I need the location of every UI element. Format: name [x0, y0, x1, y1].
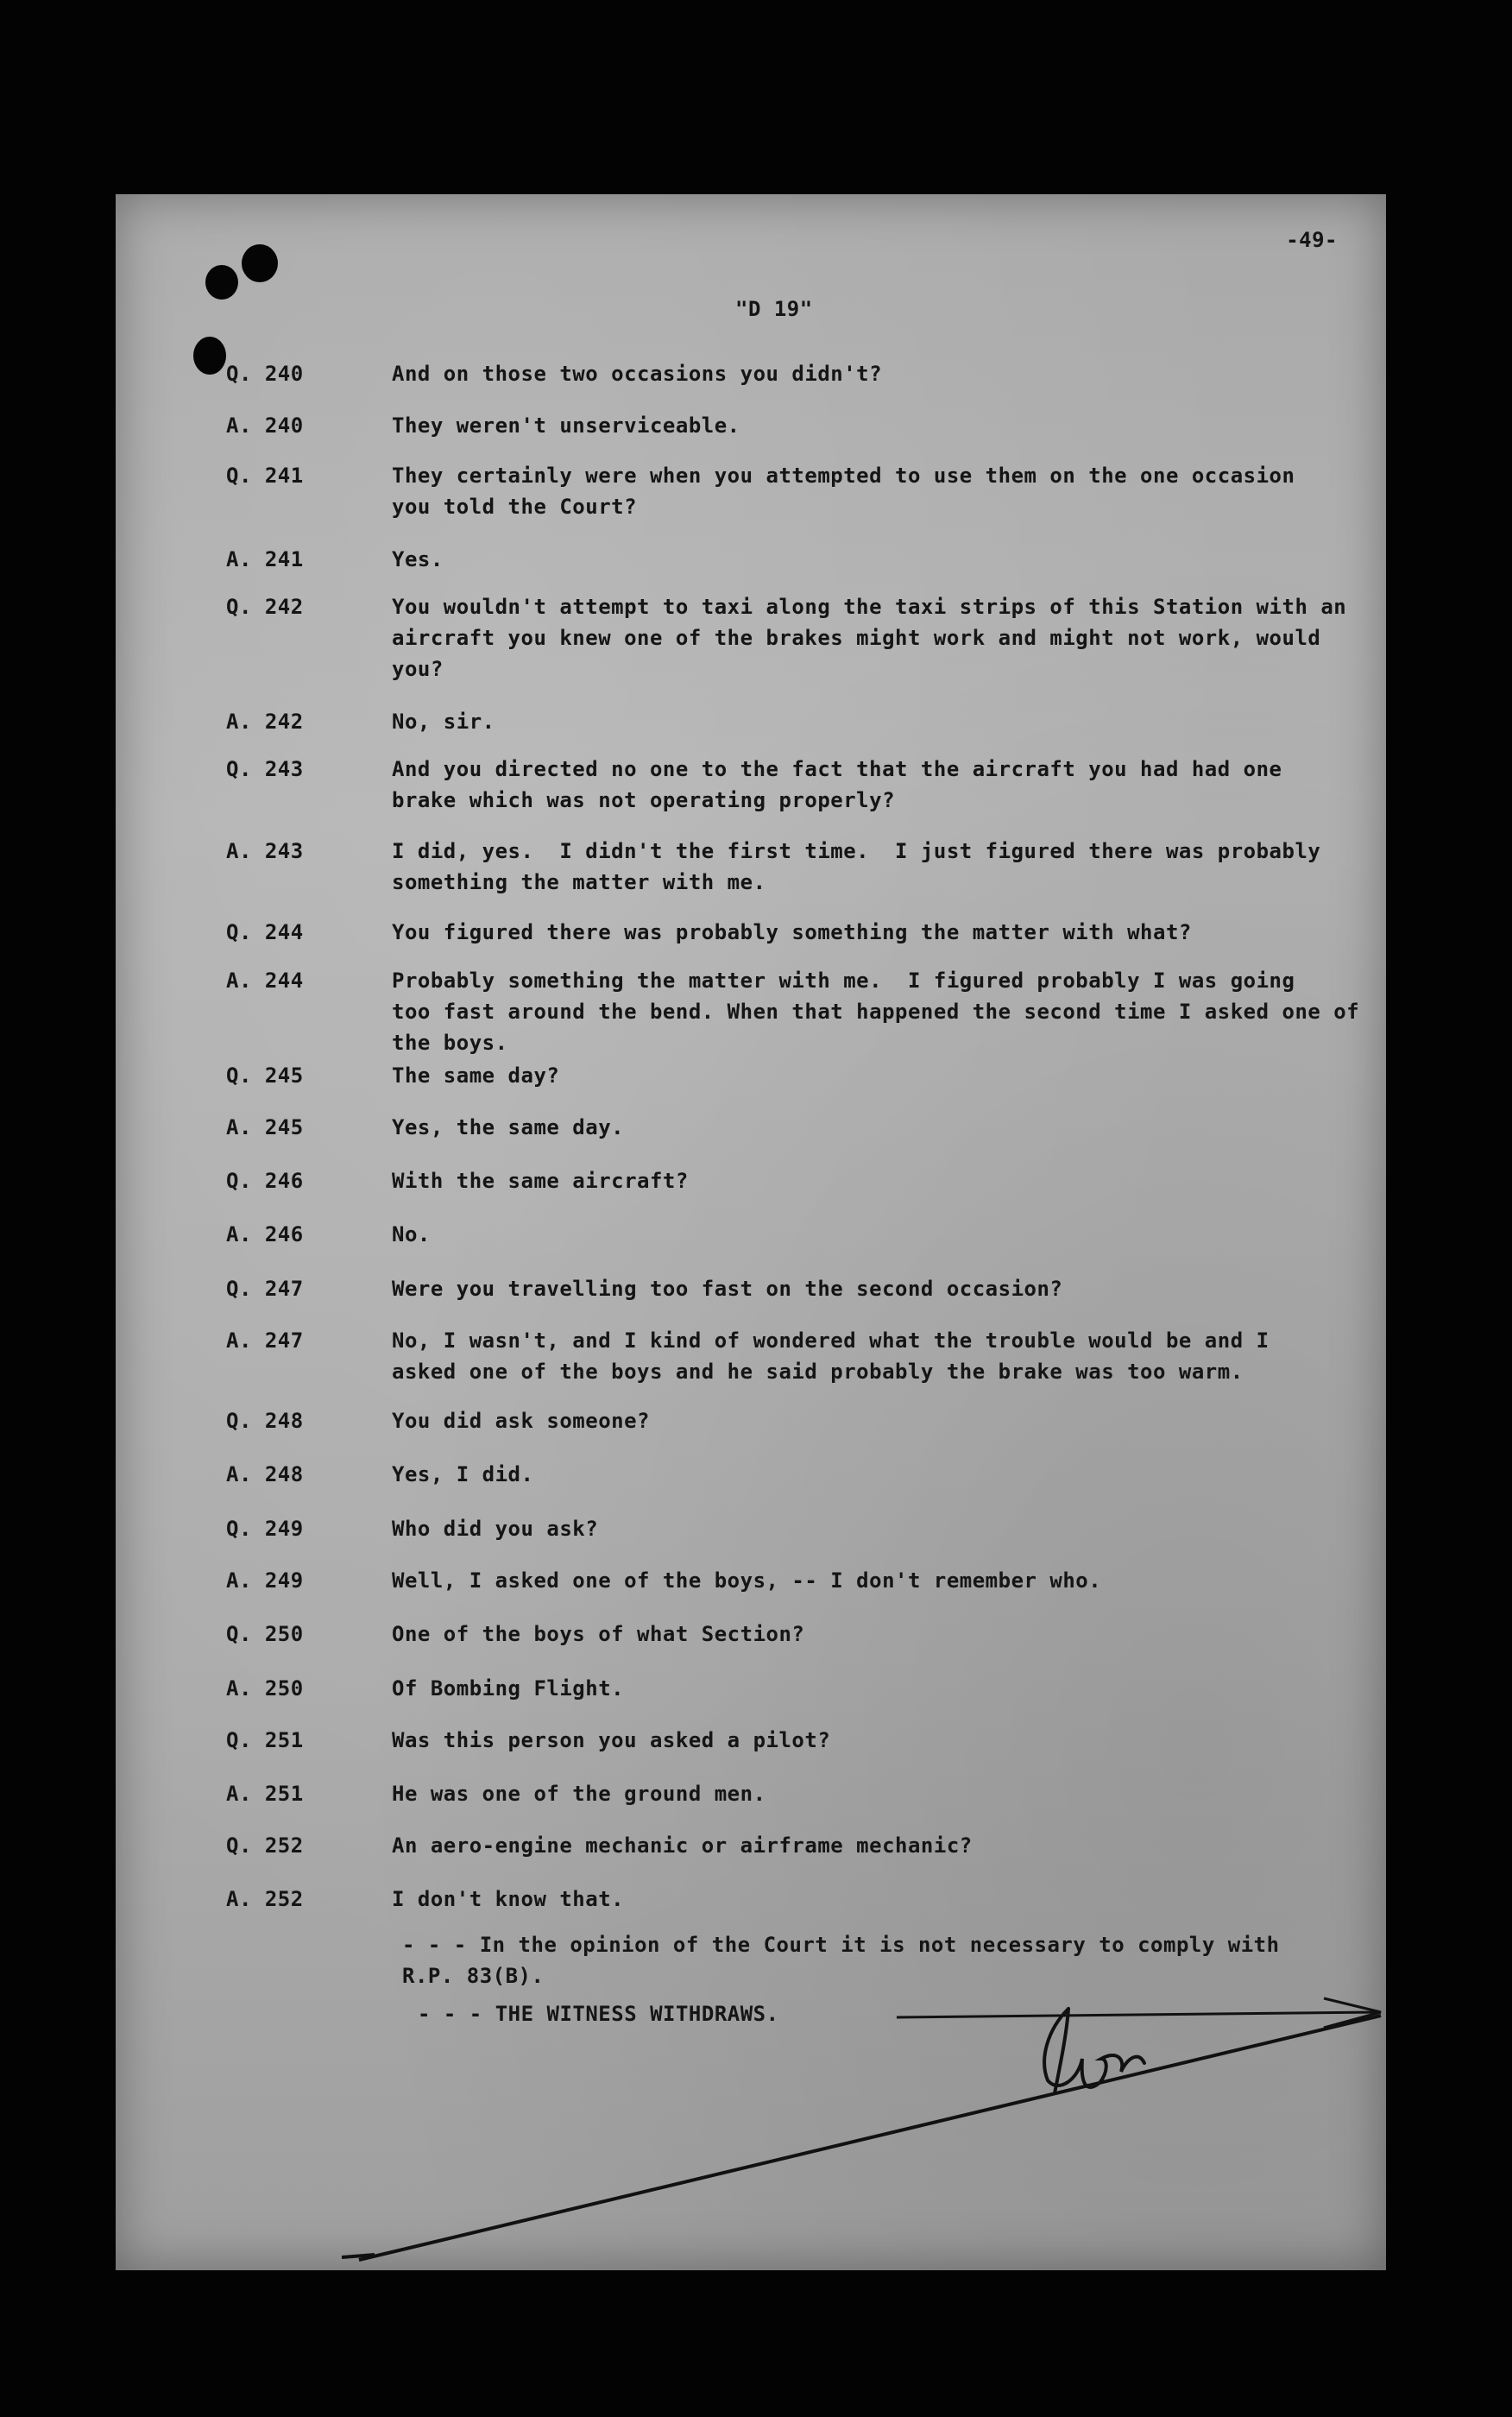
entry-number: Q. 241 — [226, 464, 304, 488]
entry-text: They certainly were when you attempted to use them on the one occasion you told the Court? — [392, 464, 1295, 519]
entry-number: Q. 249 — [226, 1517, 304, 1541]
entry-text: I did, yes. I didn't the first time. I just figured there was probably something the matter with me. — [392, 839, 1321, 894]
entry-number: Q. 242 — [226, 595, 304, 619]
entry-number: Q. 246 — [226, 1169, 304, 1193]
entry-text: You did ask someone? — [392, 1409, 650, 1433]
entry-number: Q. 252 — [226, 1833, 304, 1858]
entry-text: He was one of the ground men. — [392, 1782, 766, 1806]
entry-text: You figured there was probably something the matter with what? — [392, 920, 1192, 944]
entry-number: Q. 247 — [226, 1277, 304, 1301]
entry-text: No, I wasn't, and I kind of wondered what the trouble would be and I asked one of the boys and he said probably the brake was too warm. — [392, 1328, 1269, 1384]
entry-number: A. 250 — [226, 1676, 304, 1701]
entry-text: Was this person you asked a pilot? — [392, 1728, 831, 1752]
entry-text: Who did you ask? — [392, 1517, 599, 1541]
court-opinion-note: - - - In the opinion of the Court it is not necessary to comply with R.P. 83(B). — [402, 1933, 1280, 1988]
entry-text: No, sir. — [392, 710, 495, 734]
page-number: -49- — [1286, 228, 1338, 252]
entry-text: And you directed no one to the fact that the aircraft you had had one brake which was not operating properly? — [392, 757, 1282, 812]
entry-text: Were you travelling too fast on the second occasion? — [392, 1277, 1063, 1301]
entry-text: Yes, the same day. — [392, 1115, 625, 1139]
entry-text: With the same aircraft? — [392, 1169, 689, 1193]
entry-text: No. — [392, 1222, 431, 1246]
signature-mark — [116, 194, 1386, 2270]
entry-text: One of the boys of what Section? — [392, 1622, 805, 1646]
entry-number: A. 242 — [226, 710, 304, 734]
entry-number: A. 240 — [226, 413, 304, 438]
entry-text: You wouldn't attempt to taxi along the taxi strips of this Station with an aircraft you knew one of the brakes might work and might not work, would you? — [392, 595, 1347, 681]
entry-number: Q. 250 — [226, 1622, 304, 1646]
entry-text: An aero-engine mechanic or airframe mechanic? — [392, 1833, 973, 1858]
entry-number: A. 251 — [226, 1782, 304, 1806]
entry-number: Q. 244 — [226, 920, 304, 944]
entry-text: Well, I asked one of the boys, -- I don't remember who. — [392, 1568, 1102, 1593]
entry-text: Yes, I did. — [392, 1462, 534, 1486]
entry-number: Q. 243 — [226, 757, 304, 781]
entry-number: A. 249 — [226, 1568, 304, 1593]
entry-number: Q. 248 — [226, 1409, 304, 1433]
entry-number: A. 243 — [226, 839, 304, 863]
entry-text: Yes. — [392, 547, 444, 571]
document-code: "D 19" — [735, 297, 813, 321]
entry-text: Of Bombing Flight. — [392, 1676, 625, 1701]
entry-text: And on those two occasions you didn't? — [392, 362, 883, 386]
entry-number: A. 246 — [226, 1222, 304, 1246]
entry-number: A. 244 — [226, 969, 304, 993]
entry-number: Q. 251 — [226, 1728, 304, 1752]
entry-number: Q. 245 — [226, 1063, 304, 1088]
entry-number: Q. 240 — [226, 362, 304, 386]
entry-text: I don't know that. — [392, 1887, 625, 1911]
entry-number: A. 252 — [226, 1887, 304, 1911]
entry-number: A. 245 — [226, 1115, 304, 1139]
entry-text: Probably something the matter with me. I figured probably I was going too fast around the bend. When that happened the second time I asked one of the boys. — [392, 969, 1360, 1055]
witness-withdraws-note: - - - THE WITNESS WITHDRAWS. — [418, 2002, 779, 2026]
entry-text: They weren't unserviceable. — [392, 413, 740, 438]
entry-number: A. 248 — [226, 1462, 304, 1486]
entry-text: The same day? — [392, 1063, 560, 1088]
entry-number: A. 247 — [226, 1328, 304, 1353]
entry-number: A. 241 — [226, 547, 304, 571]
document-page — [116, 194, 1386, 2270]
